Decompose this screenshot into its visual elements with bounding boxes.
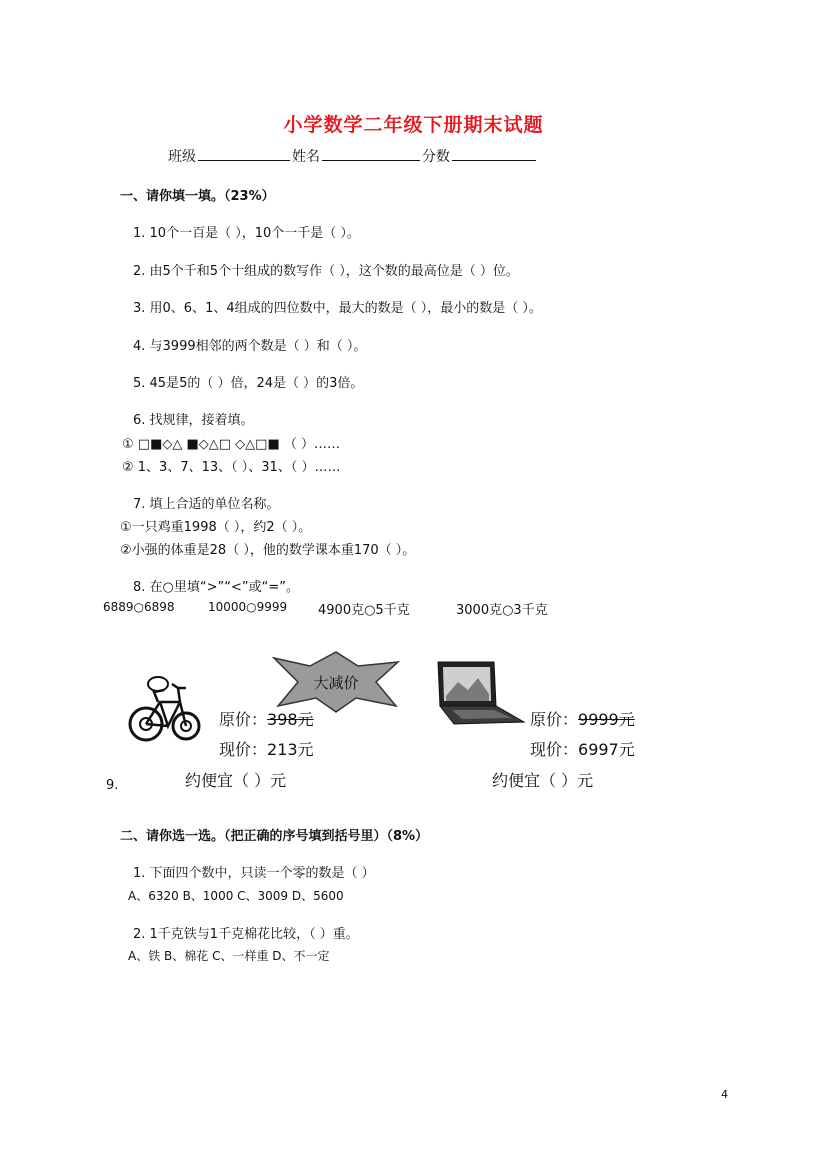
question-1-6: 6. 找规律，接着填。	[133, 413, 254, 428]
sale-star-badge	[270, 650, 402, 714]
section2-heading: 二、请你选一选。（把正确的序号填到括号里）（8%）	[120, 829, 429, 844]
question-1-1: 1. 10个一百是（ ），10个一千是（ ）。	[133, 226, 360, 241]
question-1-5: 5. 45是5的（ ）倍，24是（ ）的3倍。	[133, 376, 364, 391]
page-title: 小学数学二年级下册期末试题	[283, 114, 544, 136]
score-label: 分数	[422, 149, 450, 165]
class-label: 班级	[168, 149, 196, 165]
question-1-6-pattern-b: ② 1、3、7、13、（ ）、31、（ ）……	[122, 460, 341, 475]
page-number: 4	[721, 1088, 728, 1101]
laptop-icon	[434, 660, 526, 728]
laptop-now-price: 6997元	[578, 740, 635, 759]
question-1-2: 2. 由5个千和5个十组成的数写作（ ），这个数的最高位是（ ）位。	[133, 264, 519, 279]
name-label: 姓名	[292, 149, 320, 165]
bike-price-original	[219, 707, 314, 730]
compare-item-3: 4900克○5千克	[318, 603, 410, 618]
question-2-2-options: A、铁 B、棉花 C、一样重 D、不一定	[128, 949, 330, 963]
compare-item-2: 10000○9999	[208, 600, 288, 614]
student-info-line	[168, 146, 538, 166]
question-2-2: 2. 1千克铁与1千克棉花比较，（ ）重。	[133, 927, 359, 942]
question-1-7-b: ②小强的体重是28（ ），他的数学课本重170（ ）。	[120, 543, 416, 558]
sale-star-text: 大减价	[313, 674, 359, 692]
laptop-save-question: 约便宜（ ）元	[492, 771, 594, 790]
question-1-8: 8. 在○里填“>”“<”或“=”。	[133, 580, 299, 595]
compare-item-1: 6889○6898	[103, 600, 175, 614]
question-1-6-pattern-a: ① □■◇△ ■◇△□ ◇△□■ （ ）……	[122, 437, 340, 452]
laptop-orig-price: 9999元	[578, 710, 635, 729]
question-1-7: 7. 填上合适的单位名称。	[133, 497, 280, 512]
class-blank[interactable]	[198, 146, 290, 161]
laptop-price-original	[530, 707, 635, 730]
bike-orig-label: 原价：	[219, 710, 268, 729]
score-blank[interactable]	[452, 146, 536, 161]
bike-now-price: 213元	[267, 740, 314, 759]
bicycle-icon	[128, 672, 204, 746]
bike-price-current	[219, 737, 314, 760]
bike-now-label: 现价：	[219, 740, 268, 759]
section1-heading: 一、请你填一填。（23%）	[120, 189, 275, 204]
bike-orig-price: 398元	[267, 710, 314, 729]
question-2-1: 1. 下面四个数中，只读一个零的数是（ ）	[133, 866, 375, 881]
compare-item-4: 3000克○3千克	[456, 603, 548, 618]
laptop-price-current	[530, 737, 635, 760]
question-1-9-number: 9.	[106, 778, 119, 793]
bike-save-question: 约便宜（ ）元	[185, 771, 287, 790]
question-1-7-a: ①一只鸡重1998（ ），约2（ ）。	[120, 520, 312, 535]
question-2-1-options: A、6320 B、1000 C、3009 D、5600	[128, 889, 344, 903]
laptop-orig-label: 原价：	[530, 710, 579, 729]
question-1-4: 4. 与3999相邻的两个数是（ ）和（ ）。	[133, 339, 367, 354]
laptop-now-label: 现价：	[530, 740, 579, 759]
question-1-3: 3. 用0、6、1、4组成的四位数中，最大的数是（ ），最小的数是（ ）。	[133, 301, 542, 316]
name-blank[interactable]	[322, 146, 420, 161]
